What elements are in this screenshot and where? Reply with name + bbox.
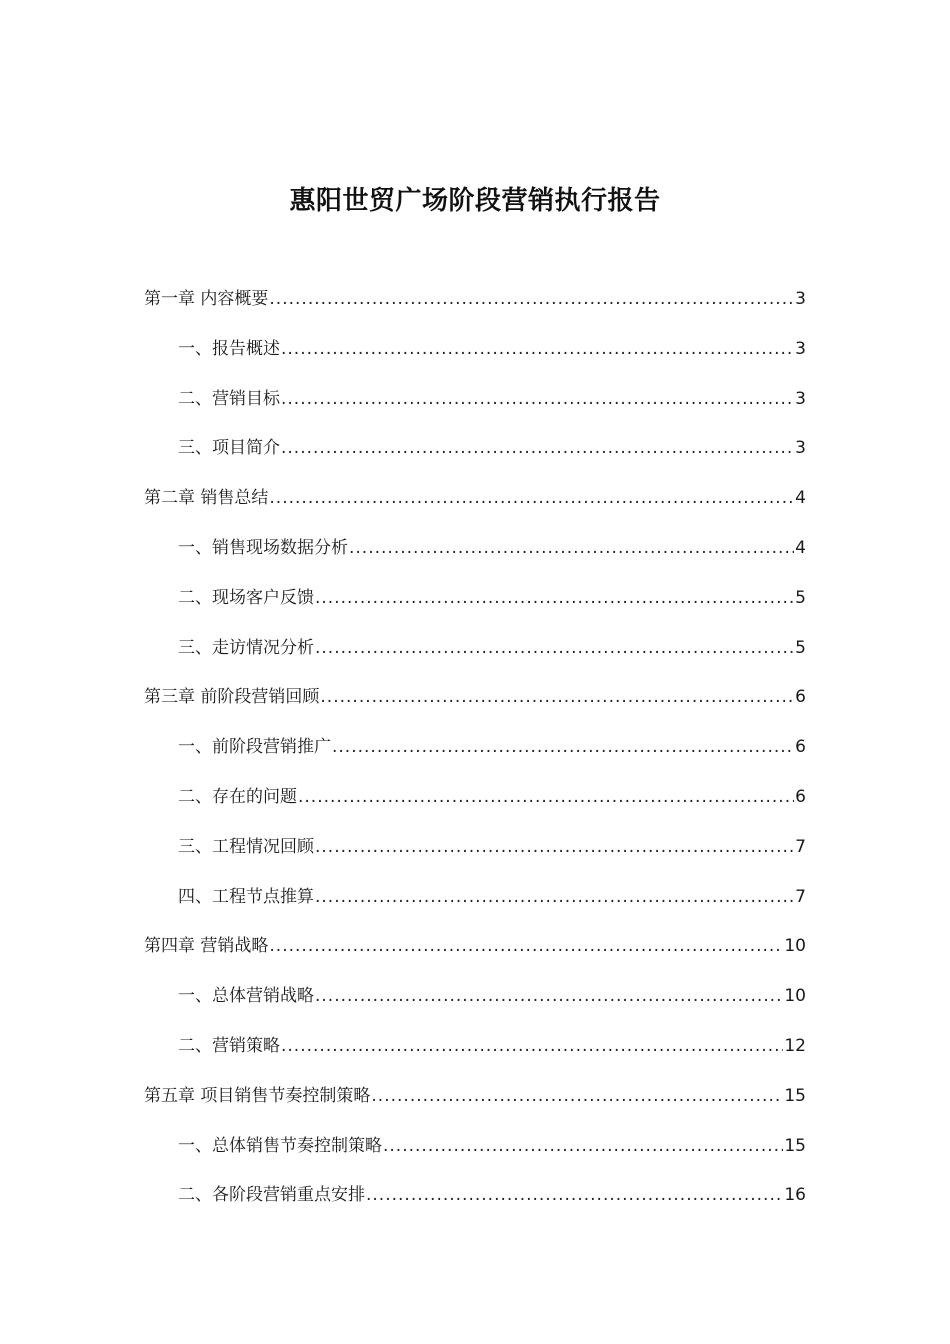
toc-page-number: 5: [795, 637, 806, 658]
toc-page-number: 3: [795, 338, 806, 359]
toc-dot-leader: [320, 682, 794, 712]
toc-section-entry[interactable]: [144, 583, 806, 633]
toc-entry-label: 二、营销策略: [178, 1035, 280, 1056]
toc-entry-label: 一、前阶段营销推广: [178, 737, 331, 758]
toc-section-entry[interactable]: [144, 782, 806, 832]
toc-chapter-entry[interactable]: [144, 682, 806, 732]
toc-page-number: 12: [784, 1035, 806, 1056]
toc-entry-label: 二、存在的问题: [178, 786, 297, 807]
toc-entry-label: 第一章 内容概要: [144, 289, 269, 309]
toc-dot-leader: [298, 782, 794, 812]
toc-section-entry[interactable]: [144, 732, 806, 782]
toc-section-entry[interactable]: [144, 384, 806, 434]
toc-page-number: 6: [795, 687, 806, 708]
toc-entry-label: 三、走访情况分析: [178, 637, 314, 658]
toc-entry-label: 二、现场客户反馈: [178, 587, 314, 608]
toc-dot-leader: [315, 882, 794, 912]
toc-page-number: 15: [784, 1135, 806, 1156]
toc-page-number: 4: [795, 537, 806, 558]
toc-section-entry[interactable]: [144, 334, 806, 384]
toc-page-number: 3: [795, 388, 806, 409]
toc-chapter-entry[interactable]: [144, 483, 806, 533]
toc-dot-leader: [281, 1031, 783, 1061]
toc-entry-label: 四、工程节点推算: [178, 886, 314, 907]
toc-page-number: 6: [795, 737, 806, 758]
toc-chapter-entry[interactable]: [144, 1081, 806, 1131]
toc-page-number: 15: [784, 1085, 806, 1106]
toc-entry-label: 三、项目简介: [178, 438, 280, 459]
toc-entry-label: 第二章 销售总结: [144, 488, 269, 509]
toc-section-entry[interactable]: [144, 533, 806, 583]
toc-entry-label: 一、销售现场数据分析: [178, 537, 348, 558]
toc-dot-leader: [315, 981, 783, 1011]
toc-page-number: 16: [784, 1185, 806, 1206]
toc-dot-leader: [281, 334, 794, 364]
toc-dot-leader: [315, 633, 794, 663]
toc-entry-label: 二、各阶段营销重点安排: [178, 1185, 365, 1206]
toc-entry-label: 三、工程情况回顾: [178, 836, 314, 857]
toc-entry-label: 二、营销目标: [178, 388, 280, 409]
toc-page-number: 5: [795, 587, 806, 608]
toc-section-entry[interactable]: [144, 1180, 806, 1230]
toc-dot-leader: [332, 732, 794, 762]
toc-section-entry[interactable]: [144, 633, 806, 683]
toc-page-number: 10: [784, 936, 806, 957]
toc-page-number: 3: [795, 438, 806, 459]
toc-dot-leader: [349, 533, 794, 563]
toc-page-number: 7: [795, 836, 806, 857]
toc-entry-label: 第五章 项目销售节奏控制策略: [144, 1085, 371, 1106]
toc-dot-leader: [383, 1131, 783, 1161]
toc-section-entry[interactable]: [144, 1131, 806, 1181]
toc-chapter-entry[interactable]: [144, 284, 806, 334]
toc-section-entry[interactable]: [144, 433, 806, 483]
toc-section-entry[interactable]: [144, 981, 806, 1031]
toc-page-number: 4: [795, 488, 806, 509]
toc-entry-label: 第四章 营销战略: [144, 936, 269, 957]
toc-dot-leader: [281, 433, 794, 463]
toc-page-number: 3: [795, 289, 806, 309]
toc-section-entry[interactable]: [144, 832, 806, 882]
toc-dot-leader: [269, 483, 794, 513]
toc-dot-leader: [281, 384, 794, 414]
toc-dot-leader: [269, 931, 783, 961]
toc-page-number: 7: [795, 886, 806, 907]
toc-dot-leader: [371, 1081, 783, 1111]
toc-section-entry[interactable]: [144, 882, 806, 932]
table-of-contents: [144, 284, 806, 1230]
toc-dot-leader: [315, 832, 794, 862]
toc-entry-label: 一、总体营销战略: [178, 986, 314, 1007]
toc-page-number: 10: [784, 986, 806, 1007]
toc-dot-leader: [366, 1180, 783, 1210]
toc-dot-leader: [269, 284, 794, 314]
toc-entry-label: 一、总体销售节奏控制策略: [178, 1135, 382, 1156]
toc-section-entry[interactable]: [144, 1031, 806, 1081]
toc-chapter-entry[interactable]: [144, 931, 806, 981]
document-title: 惠阳世贸广场阶段营销执行报告: [289, 186, 661, 216]
toc-entry-label: 一、报告概述: [178, 338, 280, 359]
toc-dot-leader: [315, 583, 794, 613]
toc-page-number: 6: [795, 786, 806, 807]
toc-entry-label: 第三章 前阶段营销回顾: [144, 687, 320, 708]
